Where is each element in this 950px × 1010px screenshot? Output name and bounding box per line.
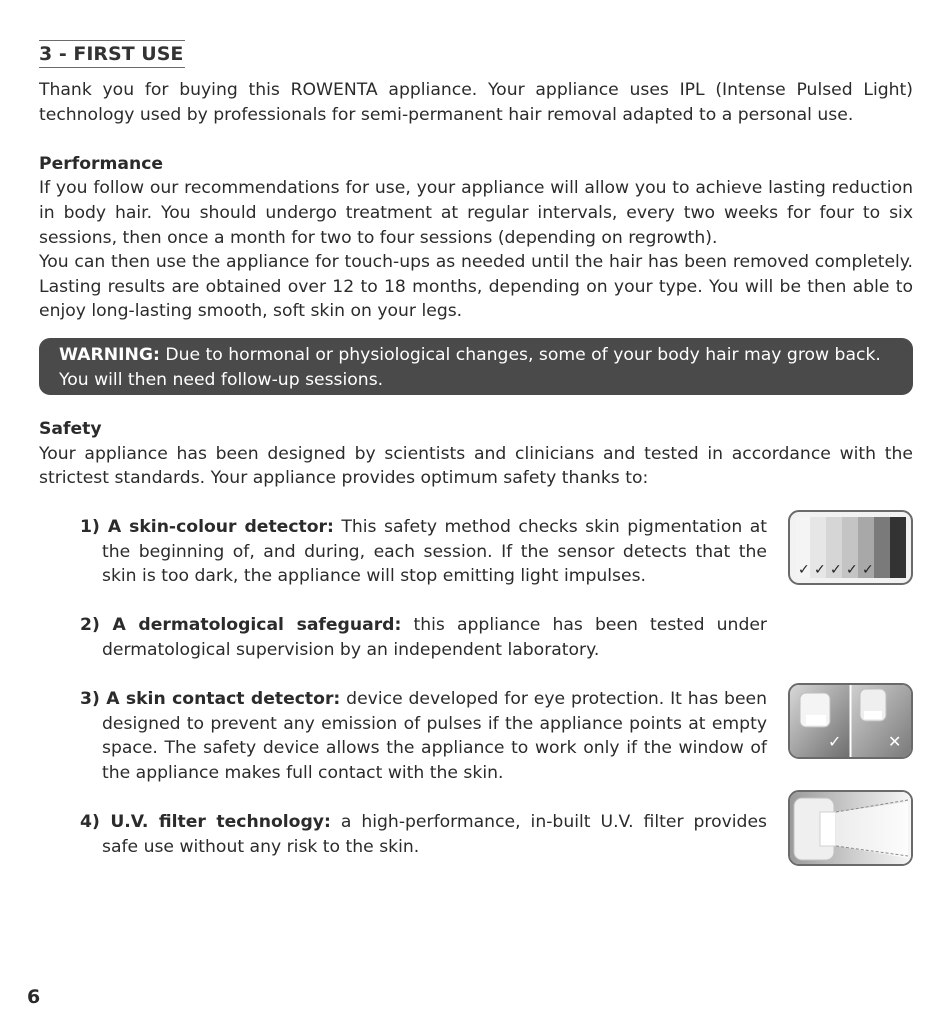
appliance-in-air-icon (860, 689, 886, 721)
list-item (39, 515, 913, 589)
list-item (39, 810, 913, 859)
item-label: 2) A dermatological safeguard: (80, 615, 402, 636)
skin-contact-illustration (788, 683, 913, 759)
warning-label: WARNING: (59, 344, 160, 365)
item-label: 1) A skin-colour detector: (80, 516, 334, 537)
item-text: a high-performance, in-built U.V. filter provides safe use without any risk to the skin. (102, 812, 767, 857)
item-text: this appliance has been tested under dermatological supervision by an independent laboratory. (102, 615, 767, 660)
performance-paragraph-1: If you follow our recommendations for use, your appliance will allow you to achieve lasting reduction in body hair. You should undergo treatment at regular intervals, every two weeks for four to six sessions, then once a month for two to four sessions (depending on regrowth). (39, 178, 913, 248)
warning-text: Due to hormonal or physiological changes, some of your body hair may grow back. You will then need follow-up sessions. (59, 344, 881, 390)
check-icon (798, 562, 874, 578)
svg-text:✓: ✓ (830, 561, 842, 578)
appliance-on-skin-icon (800, 693, 830, 727)
page-content (39, 40, 913, 884)
svg-text:✓: ✓ (846, 561, 858, 578)
uv-filter-illustration (788, 790, 913, 866)
item-text: device developed for eye protection. It has been designed to prevent any emission of pulses if the appliance points at empty space. The safety device allows the appliance to work only if the window of the appliance makes full contact with the skin. (102, 689, 767, 783)
safety-paragraph: Your appliance has been designed by scientists and clinicians and tested in accordance with the strictest standards. Your appliance provides optimum safety thanks to: (39, 443, 913, 489)
performance-paragraph-2: You can then use the appliance for touch-ups as needed until the hair has been removed completely. Lasting results are obtained over 12 to 18 months, depending on your type. You will be then able to enjoy long-lasting smooth, soft skin on your legs. (39, 252, 913, 322)
svg-text:✓: ✓ (814, 561, 826, 578)
svg-text:✓: ✓ (798, 561, 810, 578)
appliance-head-icon (794, 798, 836, 860)
list-item (39, 613, 913, 662)
item-text: This safety method checks skin pigmentation at the beginning of, and during, each session. If the sensor detects that the skin is too dark, the appliance will stop emitting light impulses. (102, 516, 767, 587)
safety-feature-list (39, 515, 913, 859)
item-label: 3) A skin contact detector: (80, 689, 341, 710)
section-title: 3 - FIRST USE (39, 40, 185, 68)
check-icon: ✓ (828, 732, 842, 752)
page-number: 6 (27, 986, 41, 1008)
performance-heading: Performance (39, 153, 164, 174)
svg-text:✓: ✓ (862, 561, 874, 578)
intro-paragraph: Thank you for buying this ROWENTA appliance. Your appliance uses IPL (Intense Pulsed Light) technology used by professionals for semi-permanent hair removal adapted to a personal use. (39, 80, 913, 125)
cross-icon: ✕ (888, 732, 902, 752)
warning-box (39, 338, 913, 395)
skin-colour-scale-illustration (788, 510, 913, 585)
list-item (39, 687, 913, 785)
item-label: 4) U.V. filter technology: (80, 812, 331, 833)
safety-heading: Safety (39, 419, 102, 440)
